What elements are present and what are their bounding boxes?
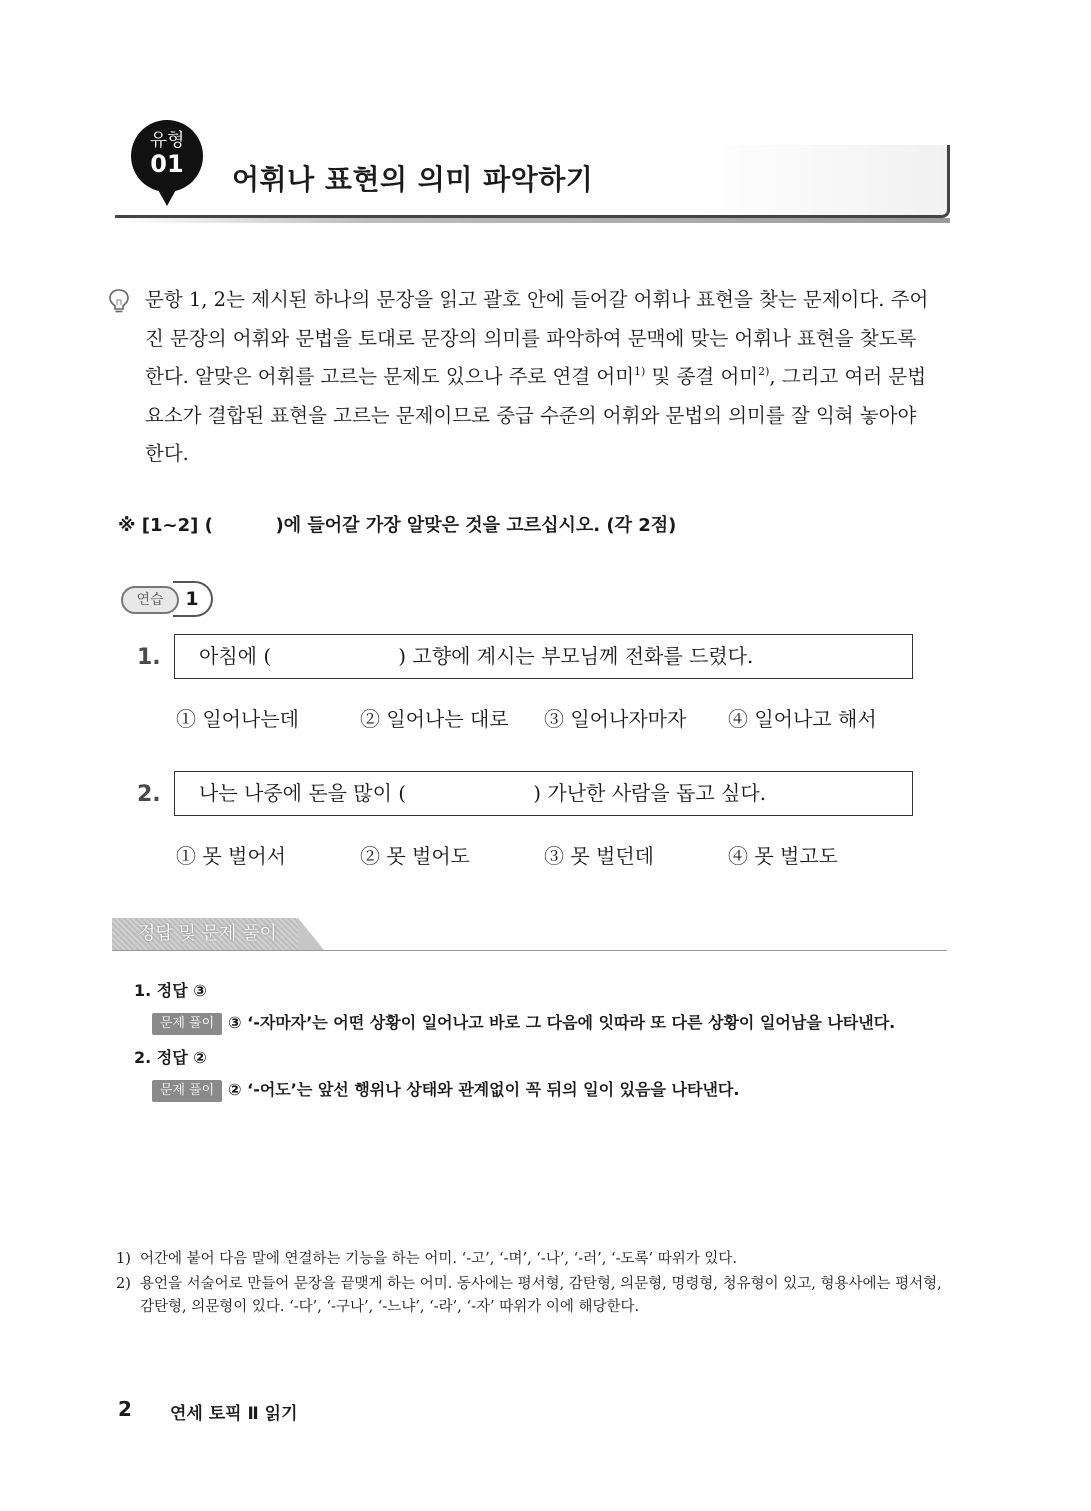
section-title: 어휘나 표현의 의미 파악하기 (232, 163, 594, 196)
option-1[interactable]: ① 일어나는데 (176, 707, 299, 731)
intro-line: 문항 1, 2는 제시된 하나의 문장을 읽고 괄호 안에 들어갈 어휘나 표현을 찾는 문제이다. 주어 (145, 288, 929, 311)
answer-explanation (152, 1010, 895, 1035)
lightbulb-icon (108, 288, 130, 314)
answer-section-tab: 정답 및 문제 풀이 (112, 918, 298, 950)
badge-number: 01 (150, 150, 184, 178)
answer-heading: 2. 정답 ② (134, 1048, 207, 1067)
question-sentence-box: 나는 나중에 돈을 많이 ( ) 가난한 사람을 돕고 싶다. (174, 771, 913, 816)
explanation-text: ③ ‘-자마자’는 어떤 상황이 일어나고 바로 그 다음에 잇따라 또 다른 상황이 일어남을 나타낸다. (228, 1013, 896, 1032)
footnote (116, 1248, 950, 1271)
practice-label: 연습 (121, 586, 179, 614)
badge-label: 유형 (149, 130, 185, 151)
answer-tab-corner (298, 918, 324, 950)
question-number: 1. (137, 645, 161, 670)
explanation-text: ② ‘-어도’는 앞선 행위나 상태와 관계없이 꼭 뒤의 일이 있음을 나타낸다. (228, 1080, 740, 1099)
option-1[interactable]: ① 못 벌어서 (176, 844, 286, 868)
footnote (116, 1273, 950, 1321)
footnote-ref: 2) (758, 365, 770, 378)
intro-line: 진 문장의 어휘와 문법을 토대로 문장의 의미를 파악하여 문맥에 맞는 어휘나 표현을 찾도록 (145, 326, 917, 350)
footnote-number: 1) (116, 1251, 131, 1267)
footnote-text: 용언을 서술어로 만들어 문장을 끝맺게 하는 어미. 동사에는 평서형, 감탄형, 의문형, 명령형, 청유형이 있고, 형용사에는 평서형, 감탄형, 의문형이 있다. ‘-다’, ‘-구나’, ‘-느냐’, ‘-라’, ‘-자’ 따위가 이에 해당한다. (140, 1276, 942, 1315)
book-title: 연세 토픽 Ⅱ 읽기 (170, 1404, 298, 1424)
footnote-ref: 1) (634, 365, 646, 378)
option-4[interactable]: ④ 못 벌고도 (728, 844, 838, 868)
footnote-number: 2) (116, 1276, 131, 1292)
option-2[interactable]: ② 못 벌어도 (360, 844, 470, 868)
explanation-badge: 문제 풀이 (152, 1080, 222, 1102)
page-number: 2 (118, 1397, 132, 1421)
explanation-badge: 문제 풀이 (152, 1013, 222, 1035)
option-3[interactable]: ③ 못 벌던데 (544, 844, 654, 868)
intro-paragraph (145, 281, 951, 474)
type-badge (131, 120, 203, 192)
intro-line: 요소가 결합된 표현을 고르는 문제이므로 중급 수준의 어휘와 문법의 의미를 잘 익혀 놓아야 (145, 403, 917, 427)
practice-number: 1 (173, 581, 213, 617)
answer-explanation (152, 1077, 739, 1102)
question-sentence-box: 아침에 ( ) 고향에 계시는 부모님께 전화를 드렸다. (174, 634, 913, 679)
answer-heading: 1. 정답 ③ (134, 981, 207, 1000)
option-2[interactable]: ② 일어나는 대로 (360, 707, 509, 731)
footnote-text: 어간에 붙어 다음 말에 연결하는 기능을 하는 어미. ‘-고’, ‘-며’, ‘-나’, ‘-러’, ‘-도록’ 따위가 있다. (140, 1251, 737, 1267)
answer-options (176, 840, 916, 868)
question-instruction: ※ [1~2] ( )에 들어갈 가장 알맞은 것을 고르십시오. (각 2점) (118, 515, 677, 536)
intro-line: 한다. (145, 442, 189, 465)
question-number: 2. (137, 782, 161, 807)
intro-line: 한다. 알맞은 어휘를 고르는 문제도 있으나 주로 연결 어미$^{1)}$ 및 종결 어미$^{2)}$, 그리고 여러 문법 (145, 365, 927, 388)
section-divider (112, 950, 947, 951)
option-3[interactable]: ③ 일어나자마자 (544, 707, 687, 731)
answer-options (176, 703, 916, 731)
option-4[interactable]: ④ 일어나고 해서 (728, 707, 877, 731)
